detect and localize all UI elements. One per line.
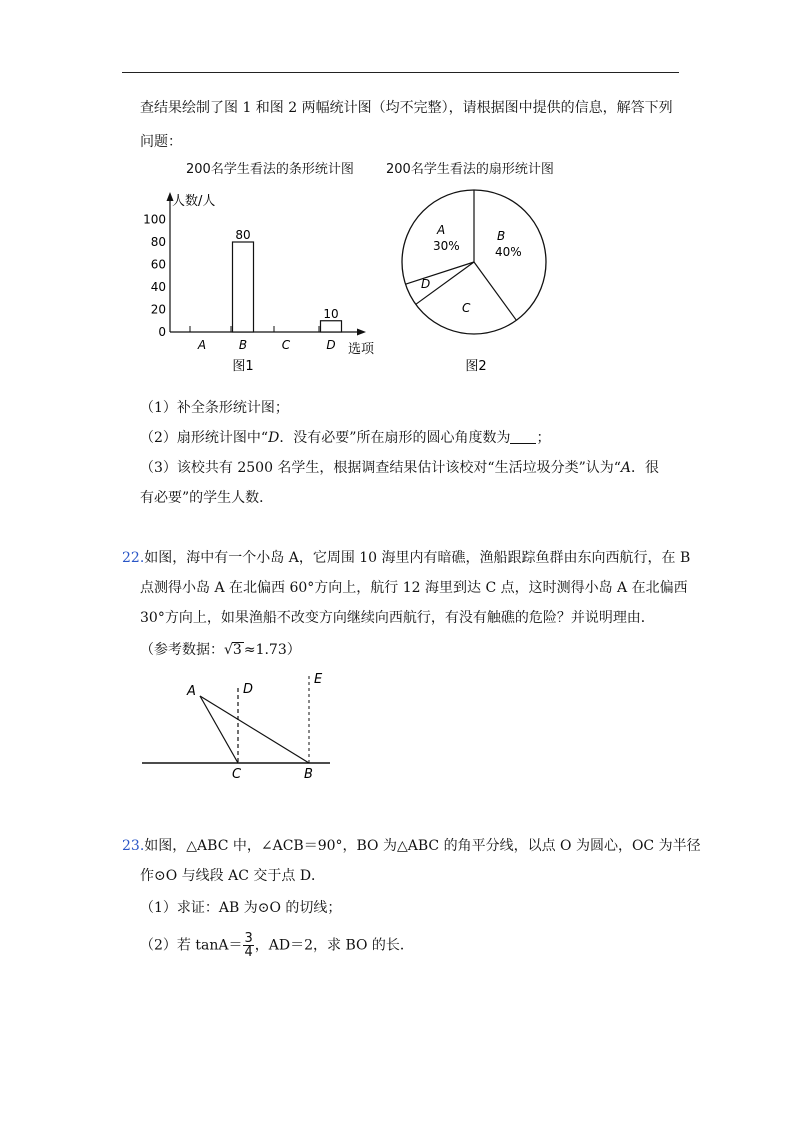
q22-line1 bbox=[122, 548, 690, 568]
slice-b-label: B bbox=[497, 229, 506, 243]
q21-part2 bbox=[140, 428, 550, 448]
q22-reference: （参考数据：√3 ≈1.73） bbox=[140, 642, 301, 658]
x-category-label: B bbox=[238, 338, 248, 352]
point-c-label: C bbox=[232, 767, 242, 782]
q21-part3-line2: 有必要”的学生人数． bbox=[140, 490, 274, 506]
figure1-title: 200名学生看法的条形统计图 bbox=[186, 162, 354, 177]
q23-line2: 作⊙O 与线段 AC 交于点 D． bbox=[140, 868, 326, 884]
q22-text-1: 如图，海中有一个小岛 A，它周围 10 海里内有暗礁，渔船跟踪鱼群由东向西航行，在 B bbox=[144, 550, 691, 566]
figure1-caption: 图1 bbox=[232, 359, 254, 374]
slice-a-value: 30% bbox=[433, 239, 460, 253]
header-rule bbox=[122, 72, 679, 73]
q21-part3-line1 bbox=[140, 458, 659, 478]
bar-value-label: 80 bbox=[235, 228, 251, 242]
figure2-title: 200名学生看法的扇形统计图 bbox=[386, 162, 554, 177]
q22-figure bbox=[140, 668, 340, 783]
y-tick-label: 20 bbox=[150, 302, 166, 317]
x-category-label: A bbox=[197, 338, 207, 352]
q22-ref-before: （参考数据： bbox=[140, 642, 224, 658]
q22-ref-radicand: 3 bbox=[232, 642, 242, 658]
slice-c-label: C bbox=[462, 301, 471, 315]
segment-ab bbox=[200, 696, 309, 763]
q23-part1: （1）求证：AB 为⊙O 的切线； bbox=[140, 900, 342, 916]
bar-value-label: 10 bbox=[323, 306, 339, 321]
q21-part2-mid: ．没有必要”所在扇形的圆心角度数为 bbox=[279, 430, 511, 446]
bar-d bbox=[321, 321, 342, 332]
q23-text-1: 如图，△ABC 中，∠ACB＝90°，BO 为△ABC 的角平分线，以点 O 为圆心，OC 为半径 bbox=[144, 838, 701, 854]
q22-line3: 30°方向上，如果渔船不改变方向继续向西航行，有没有触礁的危险？并说明理由． bbox=[140, 610, 655, 626]
q21-part3-after: ．很 bbox=[631, 460, 660, 476]
q21-part2-option: D bbox=[268, 430, 280, 446]
slice-d-label: D bbox=[421, 277, 431, 291]
x-axis-arrow bbox=[357, 329, 366, 336]
q21-part1: （1）补全条形统计图； bbox=[140, 400, 289, 416]
point-b-label: B bbox=[304, 767, 313, 782]
q21-part3-before: （3）该校共有 2500 名学生，根据调查结果估计该校对“生活垃圾分类”认为“ bbox=[140, 460, 621, 476]
fraction-denominator: 4 bbox=[244, 945, 253, 960]
x-category-label: D bbox=[326, 338, 336, 352]
y-axis-label: 人数/人 bbox=[172, 194, 216, 209]
q21-part2-after: ； bbox=[536, 430, 551, 446]
segment-ac bbox=[200, 696, 238, 763]
q21-part2-before: （2）扇形统计图中“ bbox=[140, 430, 269, 446]
x-axis-label: 选项 bbox=[348, 342, 375, 357]
intro-line-2: 问题： bbox=[140, 134, 182, 150]
point-e-label: E bbox=[314, 672, 323, 687]
figure2-caption: 图2 bbox=[465, 359, 487, 374]
y-tick-label: 80 bbox=[150, 235, 166, 249]
q21-part3-option: A bbox=[620, 460, 632, 476]
x-category-label: C bbox=[281, 338, 291, 352]
slice-b-value: 40% bbox=[495, 245, 522, 259]
q23-number: 23. bbox=[122, 838, 145, 854]
slice-a-label: A bbox=[437, 223, 446, 237]
answer-blank bbox=[510, 429, 536, 444]
q23-part2-before: （2）若 tanA＝ bbox=[140, 937, 243, 954]
pie-chart bbox=[395, 180, 560, 380]
intro-line-1: 查结果绘制了图 1 和图 2 两幅统计图（均不完整），请根据图中提供的信息，解答下列 bbox=[140, 100, 673, 116]
point-a-label: A bbox=[187, 684, 196, 699]
point-d-label: D bbox=[243, 682, 254, 697]
q23-line1 bbox=[122, 836, 701, 856]
q23-part2-after: ，AD＝2，求 BO 的长． bbox=[254, 937, 414, 954]
fraction-numerator: 3 bbox=[244, 931, 253, 946]
q22-line2: 点测得小岛 A 在北偏西 60°方向上，航行 12 海里到达 C 点，这时测得小岛 A 在北偏西 bbox=[140, 580, 688, 596]
bar-b bbox=[233, 242, 254, 332]
y-tick-label: 0 bbox=[158, 325, 166, 339]
bar-chart bbox=[140, 180, 390, 380]
y-tick-label: 100 bbox=[143, 212, 166, 227]
y-tick-label: 60 bbox=[150, 257, 166, 272]
fraction-three-quarters bbox=[243, 932, 253, 959]
bar-chart-layer bbox=[143, 192, 375, 374]
pie-chart-layer bbox=[402, 190, 546, 374]
q22-ref-after: ≈1.73） bbox=[243, 642, 301, 658]
q22-number: 22. bbox=[122, 550, 145, 566]
q23-part2 bbox=[140, 932, 414, 959]
y-tick-label: 40 bbox=[150, 280, 166, 294]
